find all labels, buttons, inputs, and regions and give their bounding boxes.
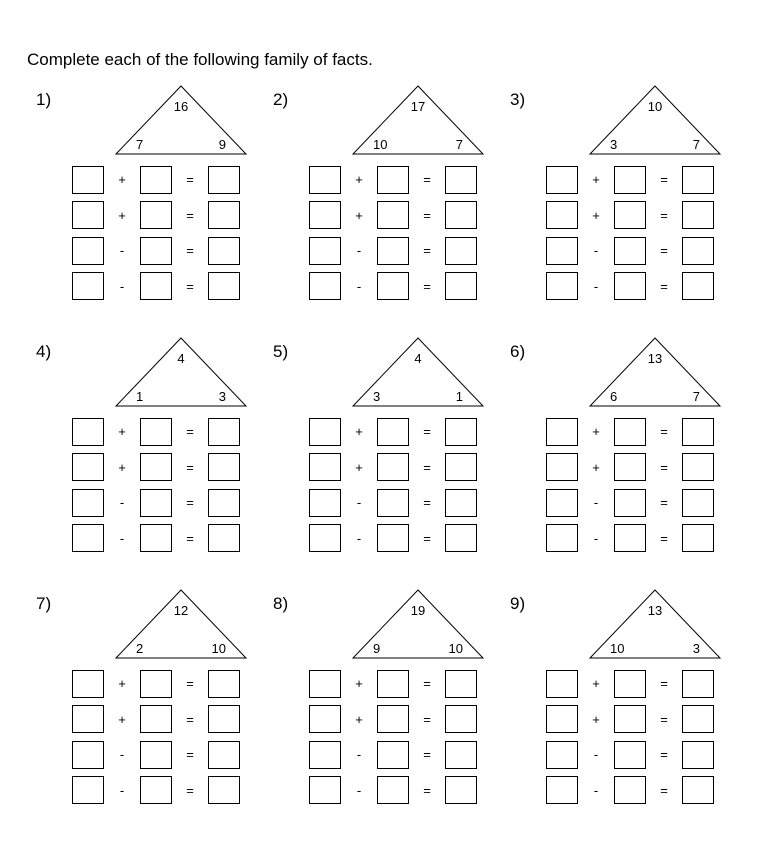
answer-box-first[interactable] [309,453,341,481]
equals-sign: = [660,530,668,546]
operator-sign: + [355,172,363,188]
operator-sign: - [119,747,125,763]
answer-box-first[interactable] [546,418,578,446]
answer-box-result[interactable] [445,166,477,194]
answer-box-result[interactable] [445,418,477,446]
operator-sign: + [592,207,600,223]
answer-box-result[interactable] [682,272,714,300]
answer-box-result[interactable] [682,670,714,698]
answer-box-result[interactable] [208,453,240,481]
answer-box-first[interactable] [309,272,341,300]
answer-box-second[interactable] [140,489,172,517]
answer-box-first[interactable] [546,776,578,804]
operator-sign: - [593,495,599,511]
problem [264,55,504,294]
equals-sign: = [186,747,194,763]
answer-box-second[interactable] [614,524,646,552]
equals-sign: = [660,207,668,223]
equation-row [309,162,477,198]
triangle-top-number: 17 [410,99,426,114]
equals-sign: = [423,278,431,294]
answer-box-result[interactable] [445,201,477,229]
operator-sign: + [355,711,363,727]
answer-box-second[interactable] [140,705,172,733]
answer-box-result[interactable] [208,524,240,552]
equals-sign: = [660,782,668,798]
answer-box-result[interactable] [445,237,477,265]
equation-rows [72,162,240,304]
answer-box-second[interactable] [614,453,646,481]
triangle-left-number: 3 [610,137,618,152]
triangle-right-number: 7 [455,137,463,152]
answer-box-result[interactable] [208,670,240,698]
problem-number: 9) [510,594,526,613]
answer-box-result[interactable] [445,272,477,300]
operator-sign: + [118,172,126,188]
operator-sign: + [592,459,600,475]
answer-box-result[interactable] [208,418,240,446]
equation-row [309,737,477,773]
answer-box-result[interactable] [445,453,477,481]
answer-box-second[interactable] [614,237,646,265]
triangle-right-number: 9 [218,137,226,152]
answer-box-second[interactable] [140,453,172,481]
equals-sign: = [423,495,431,511]
equation-row [546,737,714,773]
equals-sign: = [423,459,431,475]
operator-sign: - [593,243,599,259]
operator-sign: - [356,495,362,511]
triangle-top-number: 12 [173,603,189,618]
answer-box-result[interactable] [445,705,477,733]
answer-box-first[interactable] [72,670,104,698]
answer-box-first[interactable] [546,705,578,733]
equation-row [72,233,240,269]
equation-row [546,485,714,521]
problem-number: 5) [273,342,289,361]
answer-box-first[interactable] [72,705,104,733]
equals-sign: = [660,495,668,511]
answer-box-second[interactable] [377,453,409,481]
answer-box-first[interactable] [546,524,578,552]
fact-family-triangle [352,589,484,659]
answer-box-first[interactable] [72,489,104,517]
answer-box-first[interactable] [309,741,341,769]
answer-box-first[interactable] [309,418,341,446]
operator-sign: + [592,711,600,727]
problem-number: 7) [36,594,52,613]
answer-box-result[interactable] [682,776,714,804]
operator-sign: - [356,278,362,294]
problem [27,55,267,294]
equation-row [546,450,714,486]
equation-rows [309,162,477,304]
equation-row [309,414,477,450]
answer-box-first[interactable] [72,201,104,229]
fact-family-triangle [589,337,721,407]
answer-box-first[interactable] [546,272,578,300]
answer-box-result[interactable] [682,166,714,194]
triangle-top-number: 4 [414,351,422,366]
equation-row [72,737,240,773]
equation-row [309,269,477,305]
answer-box-result[interactable] [682,201,714,229]
operator-sign: - [593,747,599,763]
answer-box-first[interactable] [309,776,341,804]
triangle-top-number: 4 [177,351,185,366]
answer-box-first[interactable] [546,489,578,517]
equation-row [72,162,240,198]
triangle-left-number: 3 [373,389,381,404]
equation-row [309,450,477,486]
answer-box-result[interactable] [208,489,240,517]
equals-sign: = [186,424,194,440]
answer-box-second[interactable] [614,741,646,769]
equals-sign: = [423,207,431,223]
equation-row [72,414,240,450]
equation-rows [546,414,714,556]
equals-sign: = [423,424,431,440]
answer-box-first[interactable] [546,670,578,698]
equals-sign: = [660,676,668,692]
equation-row [72,450,240,486]
triangle-right-number: 1 [455,389,463,404]
equation-row [546,233,714,269]
instructions: Complete each of the following family of facts. [27,50,373,69]
equals-sign: = [186,782,194,798]
answer-box-second[interactable] [140,201,172,229]
equals-sign: = [660,747,668,763]
answer-box-result[interactable] [208,272,240,300]
operator-sign: + [355,459,363,475]
answer-box-first[interactable] [72,741,104,769]
answer-box-first[interactable] [72,453,104,481]
answer-box-first[interactable] [72,418,104,446]
problem-number: 2) [273,90,289,109]
answer-box-result[interactable] [208,237,240,265]
answer-box-second[interactable] [140,272,172,300]
operator-sign: - [356,782,362,798]
answer-box-result[interactable] [208,166,240,194]
problem [501,55,741,294]
equation-row [72,773,240,809]
fact-family-triangle [589,85,721,155]
answer-box-result[interactable] [445,670,477,698]
answer-box-second[interactable] [377,741,409,769]
fact-family-triangle [352,85,484,155]
operator-sign: + [355,207,363,223]
equals-sign: = [423,243,431,259]
problem-number: 4) [36,342,52,361]
operator-sign: + [592,424,600,440]
answer-box-first[interactable] [309,201,341,229]
equation-row [72,485,240,521]
answer-box-result[interactable] [208,705,240,733]
answer-box-result[interactable] [682,705,714,733]
equation-row [309,233,477,269]
equation-row [546,198,714,234]
equation-rows [309,414,477,556]
answer-box-second[interactable] [614,201,646,229]
equals-sign: = [186,495,194,511]
fact-family-triangle [115,589,247,659]
answer-box-result[interactable] [682,524,714,552]
equation-row [309,521,477,557]
triangle-left-number: 9 [373,641,381,656]
problem [264,307,504,546]
equals-sign: = [186,676,194,692]
fact-family-triangle [352,337,484,407]
problem-number: 8) [273,594,289,613]
equation-row [309,773,477,809]
answer-box-second[interactable] [377,237,409,265]
equation-row [309,702,477,738]
equation-row [546,702,714,738]
operator-sign: - [119,495,125,511]
problem [27,559,267,798]
answer-box-result[interactable] [208,201,240,229]
answer-box-first[interactable] [546,201,578,229]
fact-family-triangle [589,589,721,659]
equals-sign: = [660,711,668,727]
equation-row [72,269,240,305]
operator-sign: - [119,243,125,259]
equals-sign: = [186,711,194,727]
operator-sign: - [356,530,362,546]
equals-sign: = [660,243,668,259]
equals-sign: = [186,278,194,294]
triangle-top-number: 13 [647,603,663,618]
equation-rows [546,666,714,808]
answer-box-first[interactable] [309,524,341,552]
answer-box-second[interactable] [614,705,646,733]
operator-sign: - [593,278,599,294]
operator-sign: + [118,459,126,475]
triangle-left-number: 1 [136,389,144,404]
operator-sign: - [119,782,125,798]
answer-box-result[interactable] [682,418,714,446]
problem-number: 3) [510,90,526,109]
answer-box-result[interactable] [208,741,240,769]
triangle-top-number: 10 [647,99,663,114]
operator-sign: - [119,530,125,546]
answer-box-first[interactable] [309,237,341,265]
triangle-right-number: 10 [448,641,463,656]
answer-box-first[interactable] [72,166,104,194]
answer-box-result[interactable] [445,776,477,804]
answer-box-second[interactable] [614,670,646,698]
operator-sign: - [356,747,362,763]
equation-row [72,198,240,234]
equals-sign: = [423,747,431,763]
equation-rows [309,666,477,808]
triangle-top-number: 13 [647,351,663,366]
operator-sign: + [592,172,600,188]
answer-box-second[interactable] [614,776,646,804]
equals-sign: = [186,459,194,475]
problem-number: 6) [510,342,526,361]
operator-sign: - [119,278,125,294]
answer-box-second[interactable] [140,670,172,698]
equation-row [546,773,714,809]
answer-box-second[interactable] [377,776,409,804]
answer-box-second[interactable] [140,166,172,194]
answer-box-result[interactable] [682,489,714,517]
equation-row [72,521,240,557]
answer-box-result[interactable] [682,453,714,481]
problem [501,559,741,798]
answer-box-second[interactable] [377,418,409,446]
answer-box-second[interactable] [377,166,409,194]
equals-sign: = [186,530,194,546]
operator-sign: + [592,676,600,692]
answer-box-second[interactable] [614,489,646,517]
problem [501,307,741,546]
answer-box-result[interactable] [682,741,714,769]
triangle-right-number: 7 [692,389,700,404]
operator-sign: - [593,530,599,546]
equals-sign: = [423,782,431,798]
answer-box-first[interactable] [72,272,104,300]
answer-box-first[interactable] [546,741,578,769]
answer-box-result[interactable] [445,524,477,552]
equals-sign: = [423,711,431,727]
equation-rows [72,666,240,808]
answer-box-first[interactable] [546,237,578,265]
equation-row [546,269,714,305]
equals-sign: = [423,676,431,692]
answer-box-result[interactable] [445,741,477,769]
triangle-left-number: 7 [136,137,144,152]
equation-row [546,521,714,557]
answer-box-second[interactable] [377,524,409,552]
triangle-left-number: 10 [373,137,388,152]
triangle-right-number: 7 [692,137,700,152]
triangle-right-number: 3 [692,641,700,656]
answer-box-second[interactable] [377,201,409,229]
equation-row [309,485,477,521]
equals-sign: = [423,530,431,546]
answer-box-result[interactable] [208,776,240,804]
equals-sign: = [660,459,668,475]
triangle-right-number: 10 [211,641,226,656]
fact-family-triangle [115,337,247,407]
answer-box-first[interactable] [309,670,341,698]
problem-number: 1) [36,90,52,109]
answer-box-first[interactable] [546,453,578,481]
answer-box-first[interactable] [72,776,104,804]
operator-sign: - [356,243,362,259]
equation-row [309,198,477,234]
triangle-left-number: 6 [610,389,618,404]
equation-rows [72,414,240,556]
equation-row [546,666,714,702]
operator-sign: + [118,711,126,727]
answer-box-first[interactable] [546,166,578,194]
answer-box-first[interactable] [309,166,341,194]
triangle-top-number: 19 [410,603,426,618]
answer-box-result[interactable] [445,489,477,517]
answer-box-second[interactable] [614,166,646,194]
equals-sign: = [660,424,668,440]
operator-sign: - [593,782,599,798]
equals-sign: = [186,172,194,188]
answer-box-second[interactable] [377,705,409,733]
fact-family-triangle [115,85,247,155]
answer-box-first[interactable] [72,237,104,265]
problem [27,307,267,546]
equation-row [72,702,240,738]
answer-box-second[interactable] [140,237,172,265]
equals-sign: = [423,172,431,188]
operator-sign: + [118,207,126,223]
answer-box-second[interactable] [140,524,172,552]
answer-box-second[interactable] [140,776,172,804]
operator-sign: + [355,676,363,692]
equals-sign: = [186,243,194,259]
answer-box-second[interactable] [614,418,646,446]
operator-sign: + [355,424,363,440]
operator-sign: + [118,676,126,692]
triangle-right-number: 3 [218,389,226,404]
answer-box-second[interactable] [377,489,409,517]
answer-box-first[interactable] [72,524,104,552]
answer-box-second[interactable] [377,670,409,698]
equation-row [546,162,714,198]
triangle-left-number: 2 [136,641,144,656]
equals-sign: = [186,207,194,223]
equals-sign: = [660,172,668,188]
problem [264,559,504,798]
triangle-top-number: 16 [173,99,189,114]
answer-box-second[interactable] [140,418,172,446]
equation-row [72,666,240,702]
triangle-left-number: 10 [610,641,625,656]
equation-row [546,414,714,450]
equals-sign: = [660,278,668,294]
answer-box-second[interactable] [140,741,172,769]
equation-row [309,666,477,702]
answer-box-first[interactable] [309,705,341,733]
answer-box-result[interactable] [682,237,714,265]
answer-box-first[interactable] [309,489,341,517]
operator-sign: + [118,424,126,440]
answer-box-second[interactable] [614,272,646,300]
answer-box-second[interactable] [377,272,409,300]
equation-rows [546,162,714,304]
